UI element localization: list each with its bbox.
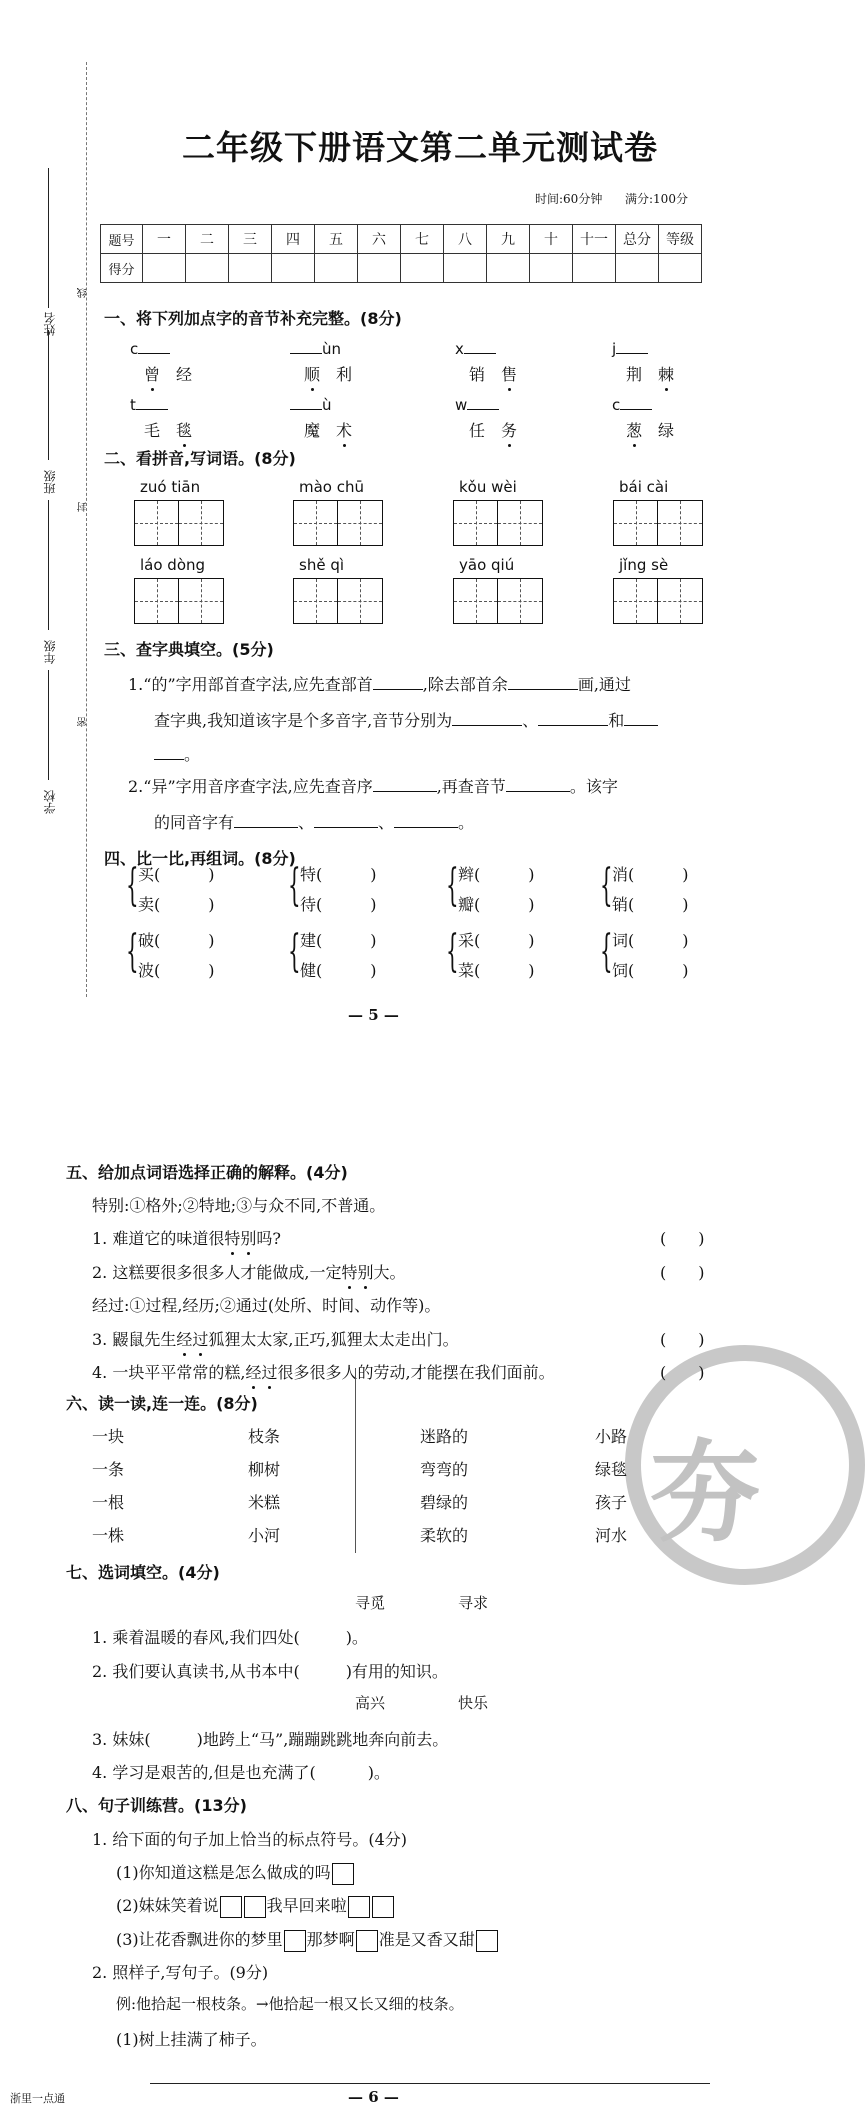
section-2-heading: 二、看拼音,写词语。(8分)	[104, 449, 296, 468]
name-label: 姓名	[43, 312, 57, 336]
s5-q2: 2. 这糕要很多很多人才能做成,一定特别大。	[92, 1263, 406, 1282]
syllable-blank[interactable]: c	[130, 338, 170, 358]
punct-box[interactable]	[348, 1896, 370, 1918]
compare-word-row[interactable]: 健( )	[300, 961, 377, 980]
syllable-blank[interactable]: j	[612, 338, 648, 358]
exam-time: 时间:60分钟	[535, 192, 603, 206]
brace-mark: {	[600, 926, 613, 977]
binding-dash-line	[86, 62, 87, 997]
s5-q3: 3. 鼹鼠先生经过狐狸太太家,正巧,狐狸太太走出门。	[92, 1330, 459, 1349]
punct-box[interactable]	[476, 1930, 498, 1952]
dotted-word: 荆 棘	[626, 365, 675, 384]
pinyin-label: láo dòng	[140, 556, 206, 574]
class-label: 班级	[43, 470, 57, 494]
s5-q2-answer[interactable]: ( )	[660, 1263, 705, 1282]
compare-word-row[interactable]: 饲( )	[612, 961, 689, 980]
s5-q1: 1. 难道它的味道很特别吗?	[92, 1229, 281, 1248]
section-4-heading: 四、比一比,再组词。(8分)	[104, 849, 296, 868]
match-item[interactable]: 孩子	[595, 1493, 628, 1512]
footer-brand: 浙里一点通	[10, 2092, 65, 2105]
punct-box[interactable]	[244, 1896, 266, 1918]
syllable-blank[interactable]: x	[455, 338, 496, 358]
punct-box[interactable]	[284, 1930, 306, 1952]
compare-word-row[interactable]: 买( )	[138, 865, 215, 884]
cut-mark: 密	[78, 717, 89, 727]
match-item[interactable]: 米糕	[248, 1493, 281, 1512]
punct-box[interactable]	[372, 1896, 394, 1918]
compare-word-row[interactable]: 特( )	[300, 865, 377, 884]
syllable-blank[interactable]: ù	[290, 394, 332, 414]
s8-q2-1: (1)树上挂满了柿子。	[116, 2030, 267, 2049]
match-item[interactable]: 一条	[92, 1460, 125, 1479]
match-item[interactable]: 小河	[248, 1526, 281, 1545]
match-item[interactable]: 河水	[595, 1526, 628, 1545]
compare-word-row[interactable]: 破( )	[138, 931, 215, 950]
brace-mark: {	[288, 860, 301, 911]
full-score: 满分:100分	[625, 192, 688, 206]
compare-word-row[interactable]: 采( )	[458, 931, 535, 950]
section-6-heading: 六、读一读,连一连。(8分)	[66, 1394, 258, 1413]
score-table	[100, 224, 702, 283]
pinyin-label: shě qì	[299, 556, 345, 574]
grade-line	[48, 500, 49, 630]
s7-q1: 1. 乘着温暖的春风,我们四处( )。	[92, 1628, 368, 1647]
pinyin-label: yāo qiú	[459, 556, 515, 574]
match-item[interactable]: 柔软的	[420, 1526, 469, 1545]
tianzige-grid[interactable]	[134, 578, 224, 624]
school-label: 学校	[43, 790, 57, 814]
s5-q4-answer[interactable]: ( )	[660, 1363, 705, 1382]
brace-mark: {	[446, 926, 459, 977]
s8-q1-2: (2)妹妹笑着说 我早回来啦	[116, 1893, 395, 1918]
s5-q1-answer[interactable]: ( )	[660, 1229, 705, 1248]
compare-word-row[interactable]: 词( )	[612, 931, 689, 950]
s3-q2-line2: 的同音字有 、 、 。	[154, 813, 475, 832]
brace-mark: {	[600, 860, 613, 911]
pinyin-label: bái cài	[619, 478, 669, 496]
s3-q2-line1: 2.“异”字用音序查字法,应先查音序 ,再查音节 。该字	[128, 777, 618, 796]
match-item[interactable]: 枝条	[248, 1427, 281, 1446]
section-5-heading: 五、给加点词语选择正确的解释。(4分)	[66, 1163, 348, 1182]
table-row: 题号 一 二 三 四 五 六 七 八 九 十 十一 总分 等级	[101, 225, 702, 254]
class-line	[48, 330, 49, 460]
brace-mark: {	[126, 926, 139, 977]
match-item[interactable]: 碧绿的	[420, 1493, 469, 1512]
s7-word: 寻求	[458, 1594, 489, 1612]
cut-mark: 线	[78, 288, 89, 298]
syllable-blank[interactable]: c	[612, 394, 652, 414]
footer-rule	[150, 2083, 710, 2084]
match-item[interactable]: 一根	[92, 1493, 125, 1512]
punct-box[interactable]	[332, 1863, 354, 1885]
section-1-heading: 一、将下列加点字的音节补充完整。(8分)	[104, 309, 402, 328]
dotted-word: 曾 经	[144, 365, 193, 384]
s6-divider	[355, 1368, 356, 1553]
page-number-5: — 5 —	[348, 1006, 399, 1024]
dotted-word: 葱 绿	[626, 421, 675, 440]
grade-label: 年级	[43, 640, 57, 664]
s8-q2: 2. 照样子,写句子。(9分)	[92, 1963, 269, 1982]
section-3-heading: 三、查字典填空。(5分)	[104, 640, 274, 659]
s5-def2: 经过:①过程,经历;②通过(处所、时间、动作等)。	[92, 1296, 441, 1315]
match-item[interactable]: 迷路的	[420, 1427, 469, 1446]
match-item[interactable]: 一株	[92, 1526, 125, 1545]
section-8-heading: 八、句子训练营。(13分)	[66, 1796, 247, 1815]
s7-word: 寻觅	[355, 1594, 386, 1612]
syllable-blank[interactable]: t	[130, 394, 168, 414]
cut-mark: 封	[78, 502, 89, 512]
match-item[interactable]: 小路	[595, 1427, 628, 1446]
tianzige-grid[interactable]	[293, 500, 383, 546]
seal-stamp-glyph: 夯	[650, 1429, 760, 1557]
pinyin-label: mào chū	[299, 478, 365, 496]
syllable-blank[interactable]: w	[455, 394, 499, 414]
s3-q1-line3: 。	[154, 742, 200, 765]
s7-word: 快乐	[458, 1694, 489, 1712]
match-item[interactable]: 弯弯的	[420, 1460, 469, 1479]
name-line	[48, 168, 49, 308]
dotted-word: 顺 利	[304, 365, 353, 384]
s3-q1-line1: 1.“的”字用部首查字法,应先查部首 ,除去部首余 画,通过	[128, 675, 631, 694]
match-item[interactable]: 柳树	[248, 1460, 281, 1479]
tianzige-grid[interactable]	[293, 578, 383, 624]
tianzige-grid[interactable]	[613, 500, 703, 546]
s8-q1-3: (3)让花香飘进你的梦里 那梦啊 准是又香又甜	[116, 1927, 499, 1952]
s7-word: 高兴	[355, 1694, 386, 1712]
s7-q3: 3. 妹妹( )地跨上“马”,蹦蹦跳跳地奔向前去。	[92, 1730, 449, 1749]
punct-box[interactable]	[220, 1896, 242, 1918]
syllable-blank[interactable]: ùn	[290, 338, 341, 358]
s8-example: 例:他拾起一根枝条。→他拾起一根又长又细的枝条。	[116, 1995, 464, 2013]
s5-def1: 特别:①格外;②特地;③与众不同,不普通。	[92, 1196, 386, 1215]
s3-q1-line2: 查字典,我知道该字是个多音字,音节分别为 、 和	[154, 708, 658, 731]
section-7-heading: 七、选词填空。(4分)	[66, 1563, 220, 1582]
compare-word-row[interactable]: 波( )	[138, 961, 215, 980]
s5-q4: 4. 一块平平常常的糕,经过很多很多人的劳动,才能摆在我们面前。	[92, 1363, 555, 1382]
page-title: 二年级下册语文第二单元测试卷	[182, 128, 658, 167]
page-number-6: — 6 —	[348, 2088, 399, 2106]
tianzige-grid[interactable]	[453, 578, 543, 624]
s7-q2: 2. 我们要认真读书,从书本中( )有用的知识。	[92, 1662, 448, 1681]
match-item[interactable]: 绿毯	[595, 1460, 628, 1479]
pinyin-label: kǒu wèi	[459, 478, 517, 496]
dotted-word: 销 售	[469, 365, 518, 384]
s7-q4: 4. 学习是艰苦的,但是也充满了( )。	[92, 1763, 390, 1782]
compare-word-row[interactable]: 销( )	[612, 895, 689, 914]
dotted-word: 毛 毯	[144, 421, 193, 440]
compare-word-row[interactable]: 菜( )	[458, 961, 535, 980]
s8-q1-1: (1)你知道这糕是怎么做成的吗	[116, 1860, 355, 1885]
school-line	[48, 670, 49, 780]
dotted-word: 任 务	[469, 421, 518, 440]
compare-word-row[interactable]: 待( )	[300, 895, 377, 914]
compare-word-row[interactable]: 辫( )	[458, 865, 535, 884]
tianzige-grid[interactable]	[453, 500, 543, 546]
compare-word-row[interactable]: 瓣( )	[458, 895, 535, 914]
table-row: 得分	[101, 254, 702, 283]
s5-q3-answer[interactable]: ( )	[660, 1330, 705, 1349]
tianzige-grid[interactable]	[613, 578, 703, 624]
pinyin-label: zuó tiān	[140, 478, 201, 496]
compare-word-row[interactable]: 建( )	[300, 931, 377, 950]
brace-mark: {	[126, 860, 139, 911]
brace-mark: {	[288, 926, 301, 977]
brace-mark: {	[446, 860, 459, 911]
dotted-word: 魔 术	[304, 421, 353, 440]
tianzige-grid[interactable]	[134, 500, 224, 546]
compare-word-row[interactable]: 卖( )	[138, 895, 215, 914]
pinyin-label: jǐng sè	[619, 556, 669, 574]
compare-word-row[interactable]: 消( )	[612, 865, 689, 884]
s8-q1: 1. 给下面的句子加上恰当的标点符号。(4分)	[92, 1830, 408, 1849]
match-item[interactable]: 一块	[92, 1427, 125, 1446]
punct-box[interactable]	[356, 1930, 378, 1952]
